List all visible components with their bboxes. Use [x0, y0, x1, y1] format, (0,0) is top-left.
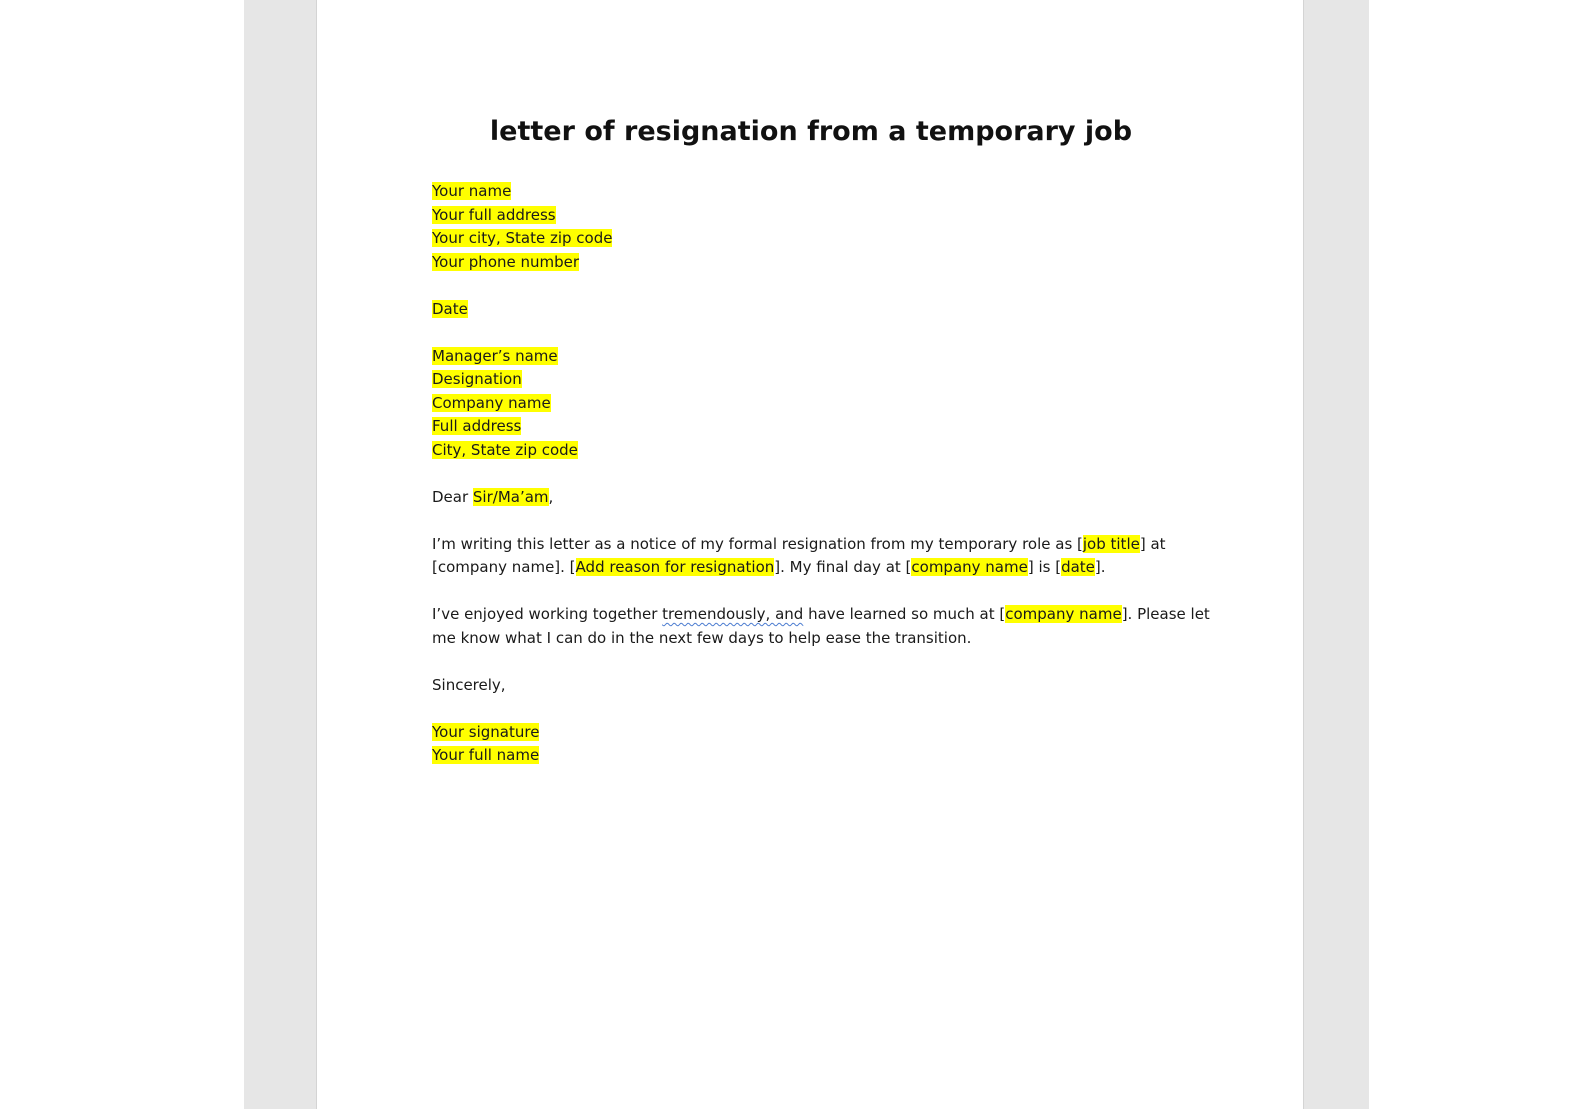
p1-line2-mid2: ] is [: [1027, 558, 1062, 576]
p2-line1-end: ]. Please let: [1121, 605, 1210, 623]
signature-block: [432, 721, 1192, 768]
paragraph-notice: [432, 533, 1192, 580]
letter-body: [432, 180, 1210, 768]
p1-date: date: [1061, 558, 1095, 576]
salutation: [432, 486, 1192, 510]
paragraph-gratitude: [432, 603, 1210, 650]
recipient-block: [432, 345, 1192, 463]
document-title: letter of resignation from a temporary job: [489, 116, 1133, 147]
p1-reason: Add reason for resignation: [575, 558, 775, 576]
p2-line1-start: I’ve enjoyed working together: [432, 605, 663, 623]
p1-line2-start: [company name]. [: [432, 558, 576, 576]
recipient-designation: Designation: [432, 370, 522, 388]
sender-block: [432, 180, 1192, 274]
signature-full-name: Your full name: [432, 746, 540, 764]
letter-date: Date: [432, 299, 468, 318]
closing: Sincerely,: [432, 675, 506, 694]
p1-line2-mid: ]. My final day at [: [774, 558, 912, 576]
p1-line1-end: ] at: [1139, 534, 1166, 553]
recipient-manager-name: Manager’s name: [432, 346, 558, 365]
p1-line2-end: ].: [1094, 558, 1106, 576]
salutation-prefix: Dear: [432, 487, 473, 506]
recipient-city-state-zip: City, State zip code: [432, 440, 578, 459]
p1-line1-text: I’m writing this letter as a notice of my formal resignation from my temporary role as [: [432, 534, 1083, 553]
sender-phone: Your phone number: [432, 252, 580, 271]
p1-company: company name: [911, 558, 1028, 576]
recipient-address: Full address: [432, 417, 522, 435]
signature: Your signature: [432, 722, 540, 741]
salutation-name: Sir/Ma’am: [472, 487, 549, 506]
document-page[interactable]: [316, 0, 1304, 1109]
salutation-suffix: ,: [548, 487, 554, 506]
sender-address: Your full address: [432, 205, 556, 224]
p2-flagged-phrase[interactable]: tremendously, and: [662, 605, 804, 623]
sender-city-state-zip: Your city, State zip code: [432, 229, 613, 247]
p2-line2: me know what I can do in the next few days to help ease the transition.: [432, 628, 972, 647]
sender-name: Your name: [432, 182, 512, 200]
p2-line1-mid: have learned so much at [: [803, 605, 1006, 623]
p1-job-title: job title: [1082, 534, 1140, 553]
p2-company: company name: [1005, 605, 1122, 623]
recipient-company: Company name: [432, 393, 551, 412]
